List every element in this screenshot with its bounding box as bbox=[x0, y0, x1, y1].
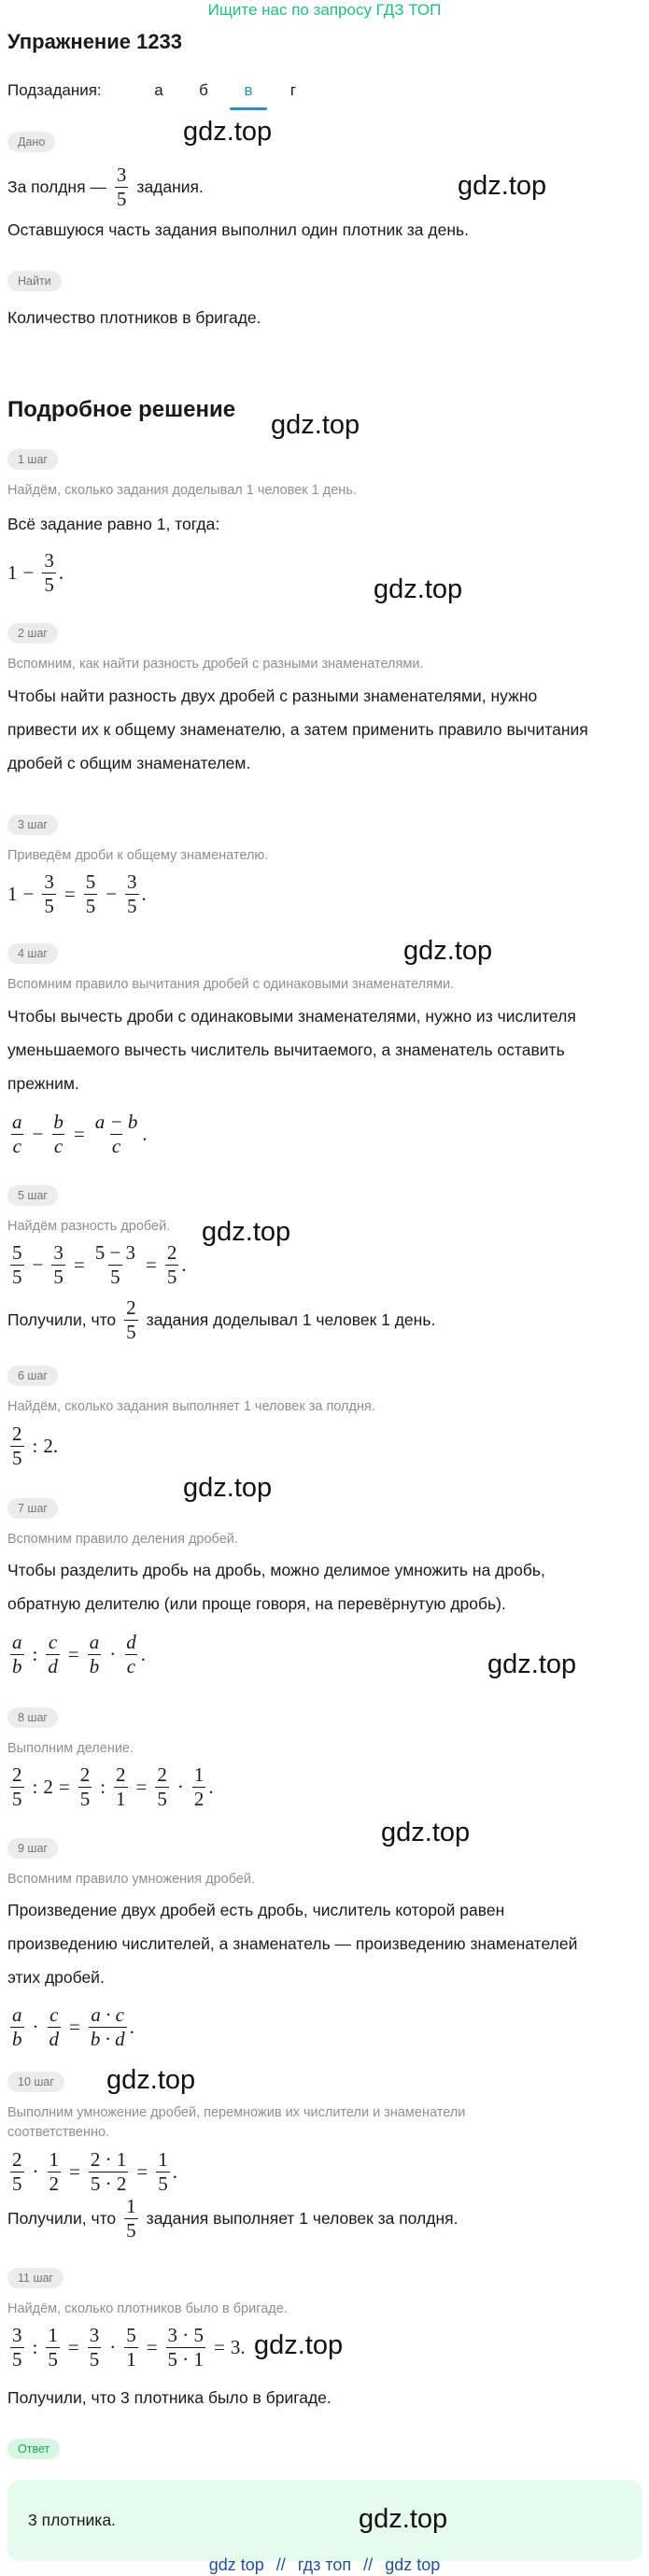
watermark: gdz.top bbox=[106, 2065, 196, 2095]
step-9-text-3: этих дробей. bbox=[7, 1968, 105, 1987]
watermark: gdz.top bbox=[359, 2504, 448, 2534]
step-10-result: Получили, что $\frac{1}{5}$ задания выполняет 1 человек за полдня. bbox=[7, 2194, 459, 2242]
subtask-tab-g[interactable]: г bbox=[289, 81, 297, 99]
step-9-badge: 9 шаг bbox=[7, 1838, 58, 1859]
find-badge: Найти bbox=[7, 271, 62, 291]
subtasks-row bbox=[7, 75, 316, 106]
step-3-formula: 1 − $\frac{3}{5}$ = $\frac{5}{5}$ − $\frac{3}{5}$ . bbox=[7, 870, 147, 917]
step-6-badge: 6 шаг bbox=[7, 1366, 58, 1386]
step-5-hint: Найдём разность дробей. bbox=[7, 1219, 171, 1234]
step-10-formula: $\frac{2}{5}$ · $\frac{1}{2}$ = $\frac{2 \cdot 1}{5 \cdot 2}$ = $\frac{1}{5}$ . bbox=[12, 2147, 177, 2195]
step-7-formula: $\frac{a}{b}$ : $\frac{c}{d}$ = $\frac{a}{b}$ · $\frac{d}{c}$ . bbox=[12, 1630, 146, 1677]
watermark: gdz.top bbox=[183, 117, 273, 147]
watermark: gdz.top bbox=[403, 936, 493, 966]
step-4-formula: $\frac{a}{c}$ − $\frac{b}{c}$ = $\frac{a - b}{c}$ . bbox=[12, 1110, 148, 1157]
step-7-text-1: Чтобы разделить дробь на дробь, можно делимое умножить на дробь, bbox=[7, 1561, 545, 1579]
solution-title: Подробное решение bbox=[7, 397, 236, 422]
step-4-badge: 4 шаг bbox=[7, 943, 58, 964]
step-7-badge: 7 шаг bbox=[7, 1498, 58, 1519]
given-fraction bbox=[112, 165, 132, 209]
step-4-hint: Вспомним правило вычитания дробей с одинаковыми знаменателями. bbox=[7, 977, 455, 992]
step-10-hint-2: соответственно. bbox=[7, 2125, 110, 2140]
footer-separator: // bbox=[275, 2555, 286, 2574]
subtask-tab-v[interactable]: в bbox=[226, 77, 271, 105]
watermark: gdz.top bbox=[271, 410, 360, 440]
subtask-tab-b[interactable]: б bbox=[199, 81, 208, 99]
step-6-hint: Найдём, сколько задания выполняет 1 человек за полдня. bbox=[7, 1399, 375, 1414]
step-11-result: Получили, что 3 плотника было в бригаде. bbox=[7, 2388, 332, 2407]
watermark: gdz.top bbox=[458, 171, 547, 201]
step-6-formula: $\frac{2}{5}$ : 2. bbox=[12, 1422, 59, 1469]
step-1-hint: Найдём, сколько задания доделывал 1 человек 1 день. bbox=[7, 483, 357, 498]
step-1-text: Всё задание равно 1, тогда: bbox=[7, 515, 220, 533]
given-line-2: Оставшуюся часть задания выполнил один плотник за день. bbox=[7, 220, 469, 239]
given-line-1 bbox=[7, 161, 642, 213]
given-prefix: За полдня — bbox=[7, 177, 106, 196]
step-2-hint: Вспомним, как найти разность дробей с разными знаменателями. bbox=[7, 657, 424, 672]
step-5-formula: $\frac{5}{5}$ − $\frac{3}{5}$ = $\frac{5 - 3}{5}$ = $\frac{2}{5}$ . bbox=[12, 1240, 187, 1288]
watermark: gdz.top bbox=[381, 1818, 471, 1847]
step-2-text-3: дробей с общим знаменателем. bbox=[7, 754, 251, 772]
footer bbox=[0, 2555, 649, 2575]
step-4-text-2: уменьшаемого вычесть числитель вычитаемого, а знаменатель оставить bbox=[7, 1040, 565, 1059]
step-10-result-suffix: задания выполняет 1 человек за полдня. bbox=[146, 2209, 459, 2228]
given-badge: Дано bbox=[7, 132, 55, 152]
step-3-hint: Приведём дроби к общему знаменателю. bbox=[7, 848, 269, 863]
step-1-badge: 1 шаг bbox=[7, 449, 58, 470]
answer-text: 3 плотника. bbox=[28, 2511, 116, 2529]
step-2-badge: 2 шаг bbox=[7, 623, 58, 644]
watermark: gdz.top bbox=[374, 574, 463, 604]
subtask-tab-a[interactable]: а bbox=[154, 81, 163, 99]
footer-link-2[interactable]: гдз топ bbox=[297, 2555, 352, 2574]
step-9-text-1: Произведение двух дробей есть дробь, числитель которой равен bbox=[7, 1901, 505, 1919]
step-10-badge: 10 шаг bbox=[7, 2072, 64, 2092]
step-8-hint: Выполним деление. bbox=[7, 1741, 134, 1756]
step-5-result-suffix: задания доделывал 1 человек 1 день. bbox=[146, 1310, 436, 1329]
search-hint-banner: Ищите нас по запросу ГДЗ ТОП bbox=[207, 1, 442, 19]
frac-den: 5 bbox=[116, 187, 127, 210]
watermark: gdz.top bbox=[254, 2330, 344, 2360]
frac-num: 3 bbox=[116, 163, 127, 186]
step-8-formula: $\frac{2}{5}$ : 2 = $\frac{2}{5}$ : $\frac{2}{1}$ = $\frac{2}{5}$ · $\frac{1}{2}$ . bbox=[12, 1762, 214, 1810]
step-9-hint: Вспомним правило умножения дробей. bbox=[7, 1872, 256, 1887]
step-11-badge: 11 шаг bbox=[7, 2268, 63, 2288]
watermark: gdz.top bbox=[487, 1649, 577, 1679]
footer-link-3[interactable]: gdz top bbox=[385, 2555, 441, 2574]
step-8-badge: 8 шаг bbox=[7, 1707, 58, 1728]
step-11-formula: $\frac{3}{5}$ : $\frac{1}{5}$ = $\frac{3}{5}$ · $\frac{5}{1}$ = $\frac{3 \cdot 5}{5 \cdot 1}$ = 3. bbox=[12, 2323, 246, 2371]
step-7-hint: Вспомним правило деления дробей. bbox=[7, 1532, 238, 1547]
find-text: Количество плотников в бригаде. bbox=[7, 308, 261, 327]
step-4-text-1: Чтобы вычесть дроби с одинаковыми знаменателями, нужно из числителя bbox=[7, 1007, 576, 1026]
step-5-badge: 5 шаг bbox=[7, 1185, 58, 1206]
step-11-hint: Найдём, сколько плотников было в бригаде. bbox=[7, 2301, 288, 2316]
watermark: gdz.top bbox=[202, 1217, 291, 1247]
step-3-badge: 3 шаг bbox=[7, 814, 58, 835]
step-5-result-prefix: Получили, что bbox=[7, 1310, 117, 1329]
step-7-text-2: обратную делителю (или проще говоря, на перевёрнутую дробь). bbox=[7, 1594, 506, 1613]
step-10-hint-1: Выполним умножение дробей, перемножив их числители и знаменатели bbox=[7, 2105, 466, 2120]
subtasks-label: Подзадания: bbox=[7, 81, 102, 99]
step-4-text-3: прежним. bbox=[7, 1074, 79, 1093]
footer-separator: // bbox=[363, 2555, 374, 2574]
step-9-formula: $\frac{a}{b}$ · $\frac{c}{d}$ = $\frac{a \cdot c}{b \cdot d}$ . bbox=[12, 2003, 134, 2050]
page-title: Упражнение 1233 bbox=[7, 30, 183, 53]
step-2-text-1: Чтобы найти разность двух дробей с разными знаменателями, нужно bbox=[7, 686, 538, 705]
step-9-text-2: произведению числителей, а знаменатель — произведению знаменателей bbox=[7, 1934, 578, 1953]
footer-link-1[interactable]: gdz top bbox=[208, 2555, 264, 2574]
step-10-result-prefix: Получили, что bbox=[7, 2209, 117, 2228]
step-5-result: Получили, что $\frac{2}{5}$ задания доделывал 1 человек 1 день. bbox=[7, 1295, 436, 1343]
answer-badge: Ответ bbox=[7, 2439, 60, 2459]
given-suffix: задания. bbox=[136, 177, 204, 196]
step-2-text-2: привести их к общему знаменателю, а затем применить правило вычитания bbox=[7, 720, 588, 739]
watermark: gdz.top bbox=[183, 1473, 273, 1503]
step-1-formula: 1 − $\frac{3}{5}$ . bbox=[7, 548, 64, 596]
